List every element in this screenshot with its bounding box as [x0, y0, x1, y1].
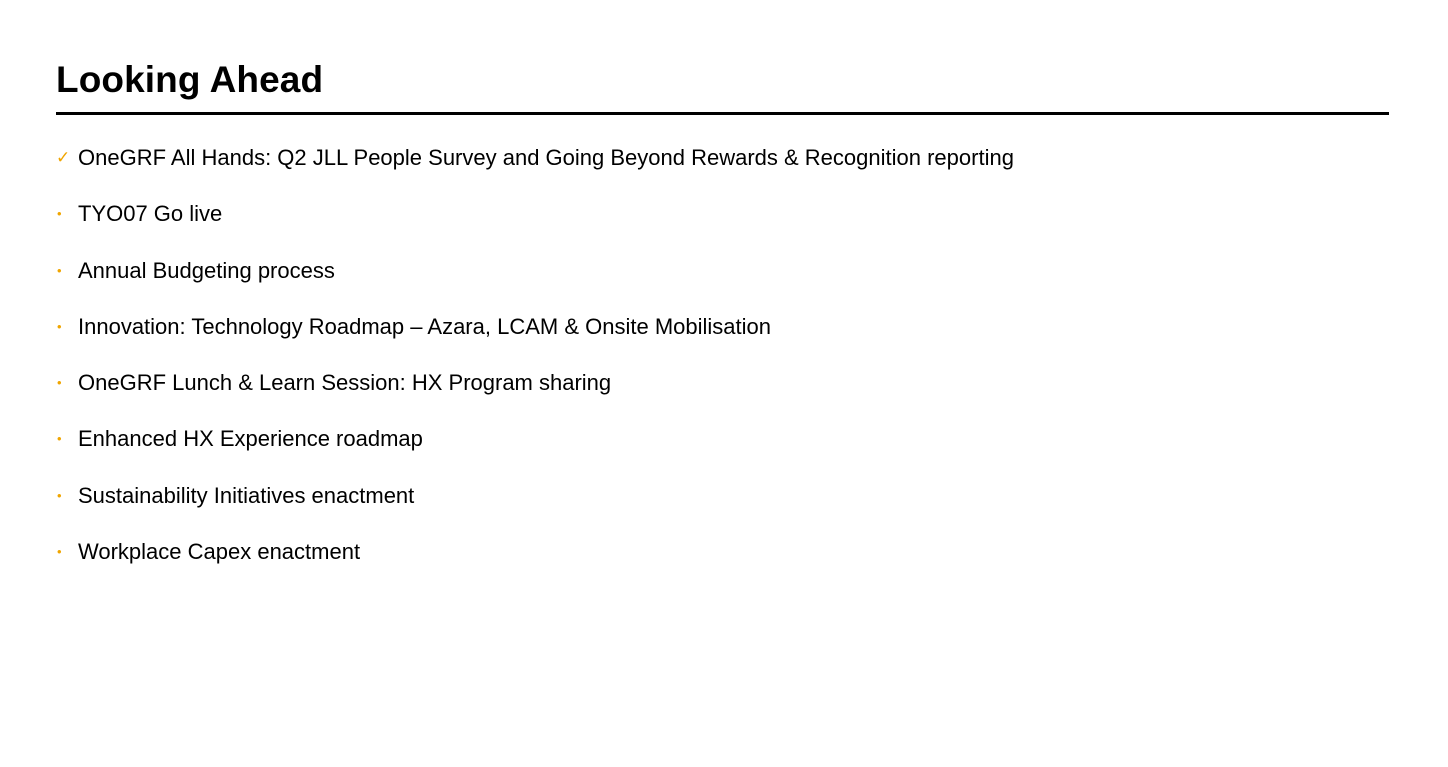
list-item [56, 535, 1014, 591]
bullet-list [56, 141, 1014, 591]
slide-title: Looking Ahead [56, 59, 324, 100]
list-item-text: Sustainability Initiatives enactment [78, 482, 415, 508]
checkmark-icon: ✓ [56, 148, 71, 167]
bullet-icon: • [57, 431, 62, 447]
list-item [56, 141, 1014, 197]
bullet-icon: • [57, 206, 62, 222]
bullet-icon: • [57, 318, 62, 334]
list-item [56, 310, 1014, 366]
list-item [56, 479, 1014, 535]
list-item-text: OneGRF All Hands: Q2 JLL People Survey and Going Beyond Rewards & Recognition reporting [78, 145, 1014, 170]
bullet-icon: • [57, 544, 62, 560]
list-item-text: OneGRF Lunch & Learn Session: HX Program sharing [78, 370, 612, 396]
list-item [56, 254, 1014, 310]
list-item-text: Annual Budgeting process [78, 257, 335, 283]
bullet-icon: • [57, 487, 62, 503]
title-underline-divider [56, 112, 1389, 115]
list-item-text: TYO07 Go live [78, 201, 223, 227]
list-item [56, 197, 1014, 253]
list-item-text: Innovation: Technology Roadmap – Azara, LCAM & Onsite Mobilisation [78, 313, 771, 339]
list-item [56, 366, 1014, 422]
bullet-icon: • [57, 375, 62, 391]
list-item-text: Enhanced HX Experience roadmap [78, 426, 423, 452]
list-item [56, 422, 1014, 478]
bullet-icon: • [57, 262, 62, 278]
list-item-text: Workplace Capex enactment [78, 539, 361, 565]
